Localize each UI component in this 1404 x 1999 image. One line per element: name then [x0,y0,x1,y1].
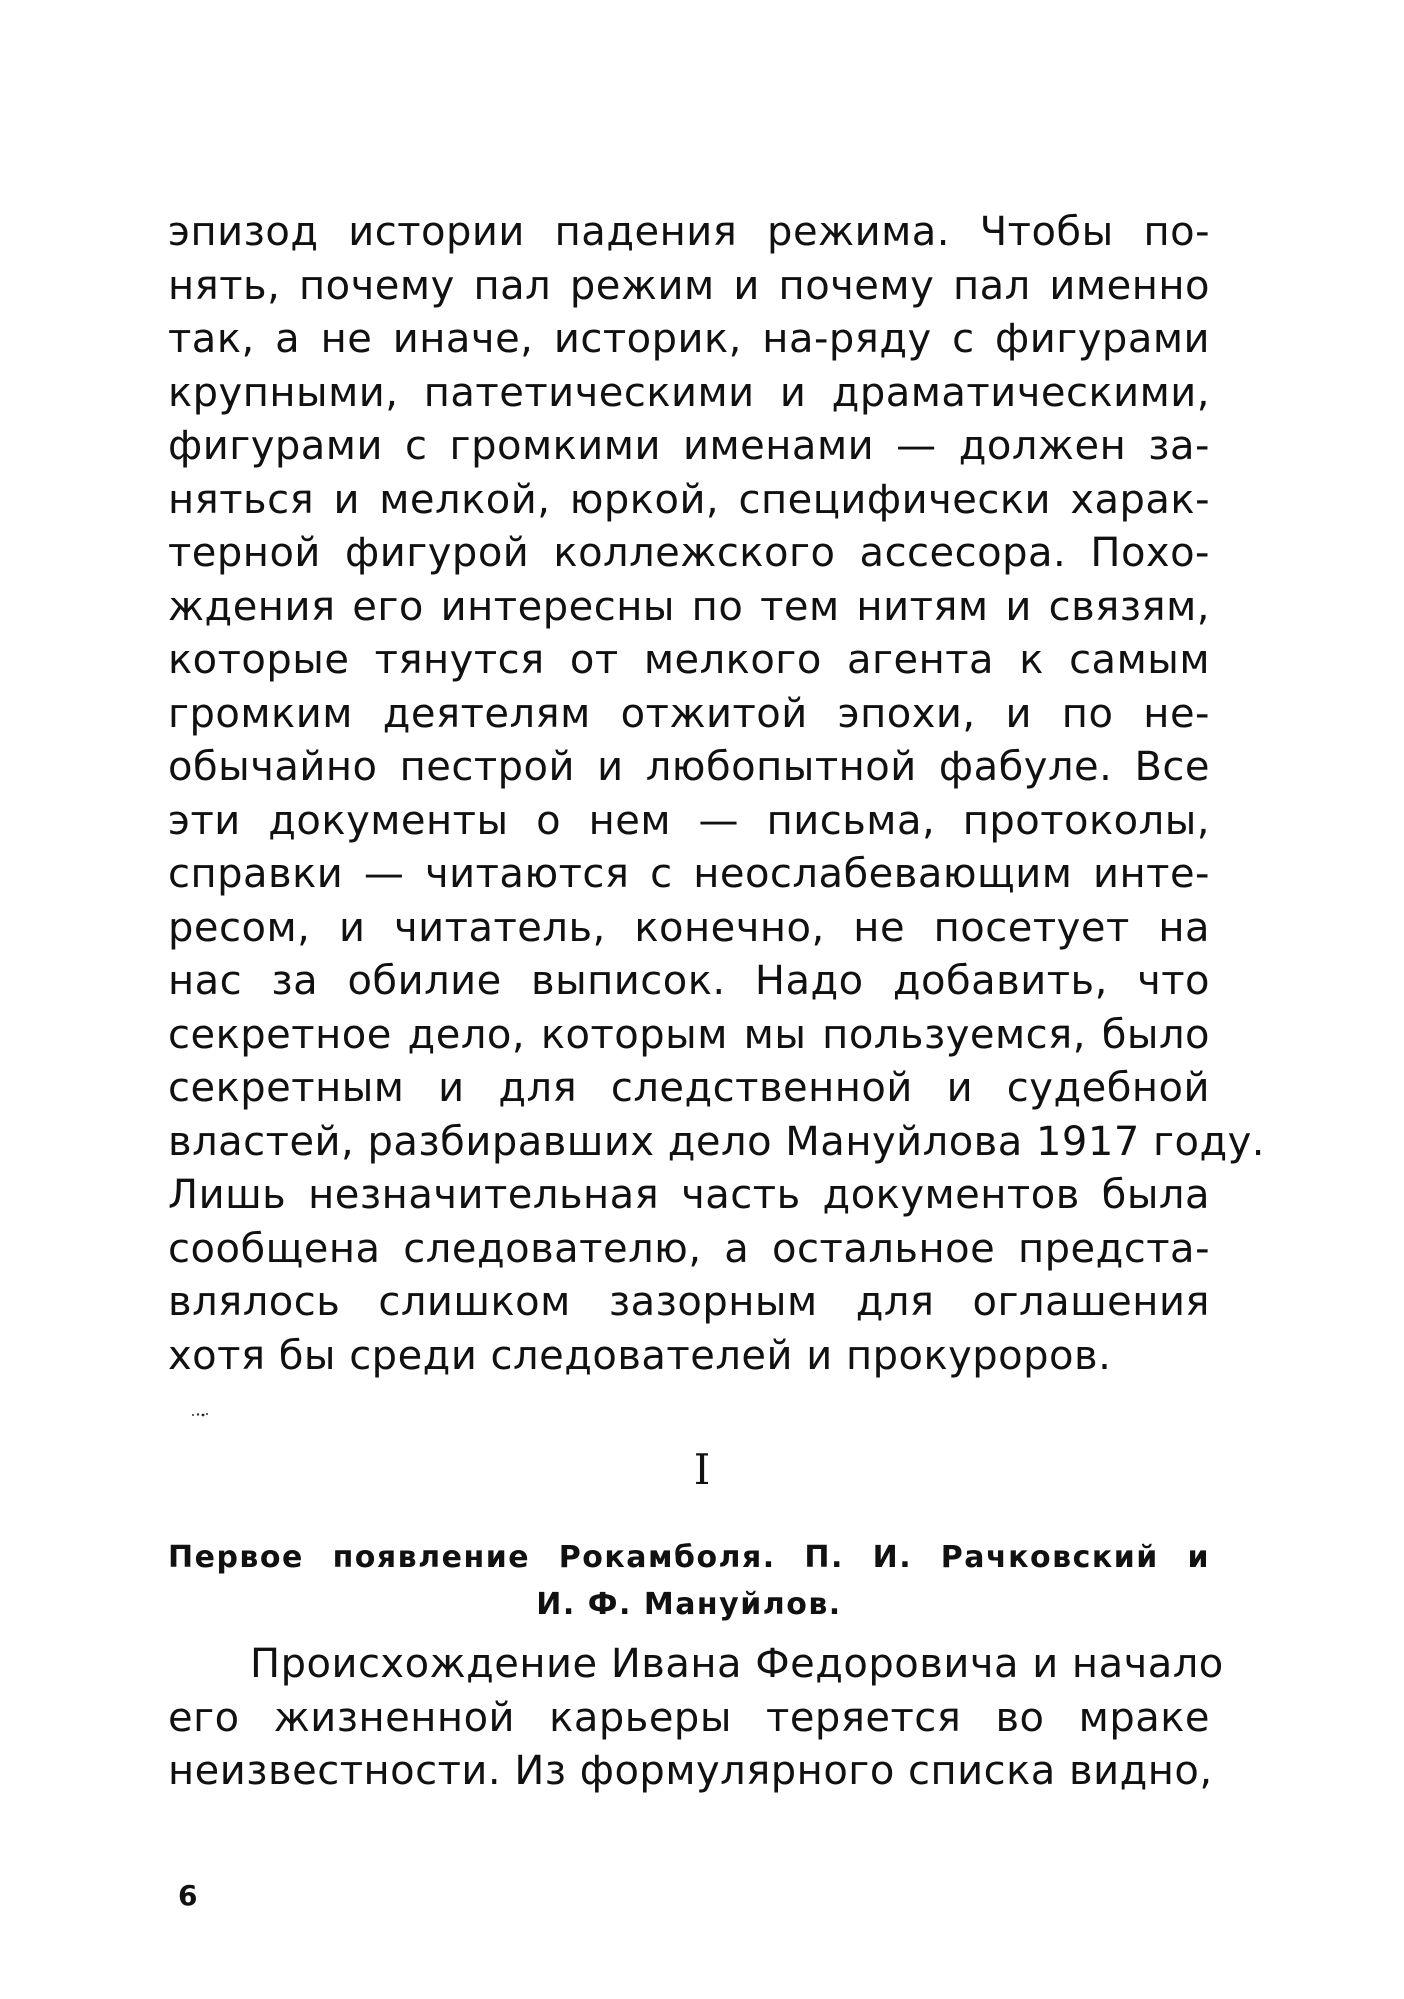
intro-paragraph [168,206,1266,1383]
text-line: эти документы о нем — письма, протоколы, [168,797,1210,844]
text-line: сообщена следователю, а остальное предста- [168,1225,1210,1272]
print-speck [190,1412,210,1418]
text-line: терной фигурой коллежского ассесора. Похо- [168,530,1210,576]
text-line: нас за обилие выписок. Надо добавить, что [168,958,1210,1004]
chapter-title-line-1: Первое появление Рокамболя. П. И. Рачковский и [168,1540,1210,1575]
chapter-numeral: I [693,1445,711,1494]
text-line: крупными, патетическими и драматическими, [168,369,1210,416]
text-line: нять, почему пал режим и почему пал именно [168,262,1210,309]
text-line: так, а не иначе, историк, на-ряду с фигурами [168,316,1210,362]
text-line: его жизненной карьеры теряется во мраке [168,1694,1210,1741]
text-line: громким деятелям отжитой эпохи, и по не- [168,690,1210,737]
text-line: Лишь незначительная часть документов была [168,1172,1210,1218]
chapter-title-line-2: И. Ф. Мануйлов. [536,1587,842,1622]
chapter-paragraph [168,1638,1224,1799]
text-line: эпизод истории падения режима. Чтобы по- [168,209,1210,255]
page-number: 6 [178,1879,198,1912]
text-line: хотя бы среди следователей и прокуроров. [168,1332,1112,1379]
text-line: неизвестности. Из формулярного списка видно, [168,1748,1213,1794]
text-line: няться и мелкой, юркой, специфически харак- [168,476,1210,523]
text-line: Происхождение Ивана Федоровича и начало [250,1641,1224,1687]
text-line: влялось слишком зазорным для оглашения [168,1279,1210,1325]
text-line: которые тянутся от мелкого агента к самым [168,637,1210,683]
text-line: секретным и для следственной и судебной [168,1065,1210,1111]
text-line: ждения его интересны по тем нитям и связям, [168,583,1210,630]
text-line: властей, разбиравших дело Мануйлова 1917 году. [168,1118,1266,1165]
text-line: справки — читаются с неослабевающим инте- [168,851,1210,897]
text-line: обычайно пестрой и любопытной фабуле. Все [168,744,1210,790]
chapter-title [168,1534,1210,1628]
text-line: ресом, и читатель, конечно, не посетует на [168,904,1210,951]
text-line: секретное дело, которым мы пользуемся, было [168,1011,1210,1058]
text-line: фигурами с громкими именами — должен за- [168,423,1210,469]
